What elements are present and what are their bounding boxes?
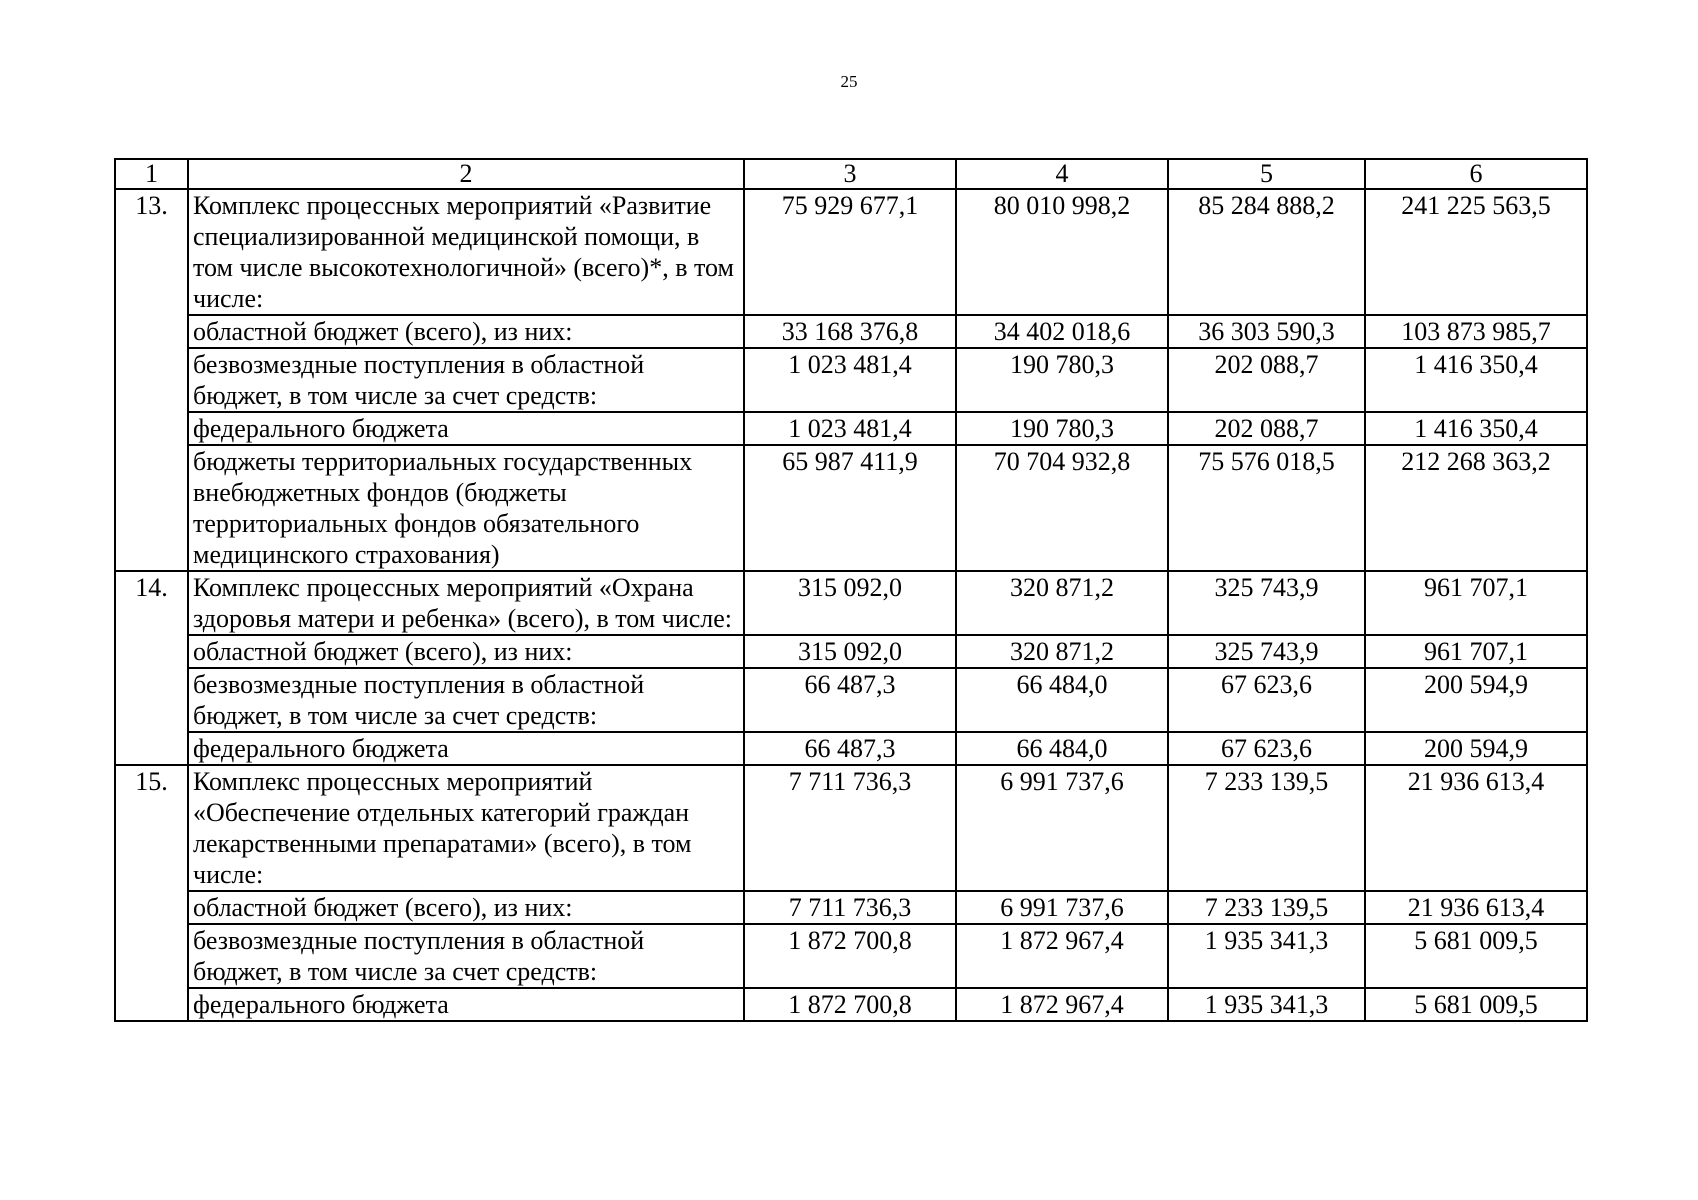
value-cell: 66 487,3 bbox=[744, 732, 956, 765]
row-label: Комплекс процессных мероприятий «Развитие специализированной медицинской помощи, в том числе высокотехнологичной» (всего)*, в том числе: bbox=[188, 189, 744, 315]
row-label: федерального бюджета bbox=[188, 412, 744, 445]
row-label: Комплекс процессных мероприятий «Обеспечение отдельных категорий граждан лекарственными препаратами» (всего), в том числе: bbox=[188, 765, 744, 891]
value-cell: 961 707,1 bbox=[1365, 571, 1587, 635]
value-cell: 1 023 481,4 bbox=[744, 348, 956, 412]
table-row bbox=[115, 891, 1587, 924]
value-cell: 36 303 590,3 bbox=[1168, 315, 1365, 348]
value-cell: 200 594,9 bbox=[1365, 668, 1587, 732]
table-row bbox=[115, 445, 1587, 571]
row-label: федерального бюджета bbox=[188, 988, 744, 1021]
table-row bbox=[115, 348, 1587, 412]
row-label: безвозмездные поступления в областной бюджет, в том числе за счет средств: bbox=[188, 924, 744, 988]
value-cell: 85 284 888,2 bbox=[1168, 189, 1365, 315]
value-cell: 5 681 009,5 bbox=[1365, 924, 1587, 988]
header-row bbox=[115, 159, 1587, 189]
row-label: областной бюджет (всего), из них: bbox=[188, 891, 744, 924]
table-row bbox=[115, 315, 1587, 348]
value-cell: 212 268 363,2 bbox=[1365, 445, 1587, 571]
row-number: 14. bbox=[115, 571, 188, 765]
value-cell: 103 873 985,7 bbox=[1365, 315, 1587, 348]
budget-table bbox=[114, 158, 1588, 1022]
table-row bbox=[115, 189, 1587, 315]
value-cell: 1 935 341,3 bbox=[1168, 924, 1365, 988]
value-cell: 320 871,2 bbox=[956, 635, 1168, 668]
row-label: федерального бюджета bbox=[188, 732, 744, 765]
value-cell: 961 707,1 bbox=[1365, 635, 1587, 668]
value-cell: 241 225 563,5 bbox=[1365, 189, 1587, 315]
value-cell: 1 416 350,4 bbox=[1365, 412, 1587, 445]
value-cell: 7 711 736,3 bbox=[744, 891, 956, 924]
value-cell: 21 936 613,4 bbox=[1365, 891, 1587, 924]
row-label: бюджеты территориальных государственных внебюджетных фондов (бюджеты территориальных фондов обязательного медицинского страхования) bbox=[188, 445, 744, 571]
value-cell: 1 416 350,4 bbox=[1365, 348, 1587, 412]
row-label: областной бюджет (всего), из них: bbox=[188, 315, 744, 348]
value-cell: 65 987 411,9 bbox=[744, 445, 956, 571]
column-header: 3 bbox=[744, 159, 956, 189]
table-row bbox=[115, 924, 1587, 988]
value-cell: 67 623,6 bbox=[1168, 732, 1365, 765]
value-cell: 320 871,2 bbox=[956, 571, 1168, 635]
value-cell: 70 704 932,8 bbox=[956, 445, 1168, 571]
page-number: 25 bbox=[840, 72, 858, 91]
value-cell: 1 023 481,4 bbox=[744, 412, 956, 445]
column-header: 1 bbox=[115, 159, 188, 189]
column-header: 4 bbox=[956, 159, 1168, 189]
row-label: областной бюджет (всего), из них: bbox=[188, 635, 744, 668]
value-cell: 6 991 737,6 bbox=[956, 765, 1168, 891]
value-cell: 1 872 967,4 bbox=[956, 988, 1168, 1021]
value-cell: 190 780,3 bbox=[956, 412, 1168, 445]
row-number: 15. bbox=[115, 765, 188, 1021]
value-cell: 7 711 736,3 bbox=[744, 765, 956, 891]
table-row bbox=[115, 635, 1587, 668]
row-number: 13. bbox=[115, 189, 188, 571]
value-cell: 6 991 737,6 bbox=[956, 891, 1168, 924]
table-row bbox=[115, 412, 1587, 445]
value-cell: 7 233 139,5 bbox=[1168, 891, 1365, 924]
row-label: безвозмездные поступления в областной бюджет, в том числе за счет средств: bbox=[188, 668, 744, 732]
value-cell: 1 872 967,4 bbox=[956, 924, 1168, 988]
value-cell: 1 872 700,8 bbox=[744, 988, 956, 1021]
column-header: 5 bbox=[1168, 159, 1365, 189]
value-cell: 315 092,0 bbox=[744, 571, 956, 635]
value-cell: 1 872 700,8 bbox=[744, 924, 956, 988]
value-cell: 66 484,0 bbox=[956, 668, 1168, 732]
value-cell: 67 623,6 bbox=[1168, 668, 1365, 732]
row-label: Комплекс процессных мероприятий «Охрана здоровья матери и ребенка» (всего), в том числе: bbox=[188, 571, 744, 635]
table-row bbox=[115, 732, 1587, 765]
row-label: безвозмездные поступления в областной бюджет, в том числе за счет средств: bbox=[188, 348, 744, 412]
value-cell: 80 010 998,2 bbox=[956, 189, 1168, 315]
value-cell: 190 780,3 bbox=[956, 348, 1168, 412]
value-cell: 325 743,9 bbox=[1168, 571, 1365, 635]
value-cell: 315 092,0 bbox=[744, 635, 956, 668]
value-cell: 75 576 018,5 bbox=[1168, 445, 1365, 571]
value-cell: 66 487,3 bbox=[744, 668, 956, 732]
table-row bbox=[115, 668, 1587, 732]
value-cell: 5 681 009,5 bbox=[1365, 988, 1587, 1021]
value-cell: 75 929 677,1 bbox=[744, 189, 956, 315]
value-cell: 202 088,7 bbox=[1168, 412, 1365, 445]
value-cell: 202 088,7 bbox=[1168, 348, 1365, 412]
value-cell: 21 936 613,4 bbox=[1365, 765, 1587, 891]
value-cell: 33 168 376,8 bbox=[744, 315, 956, 348]
value-cell: 1 935 341,3 bbox=[1168, 988, 1365, 1021]
value-cell: 7 233 139,5 bbox=[1168, 765, 1365, 891]
column-header: 2 bbox=[188, 159, 744, 189]
table-row bbox=[115, 571, 1587, 635]
value-cell: 325 743,9 bbox=[1168, 635, 1365, 668]
value-cell: 66 484,0 bbox=[956, 732, 1168, 765]
column-header: 6 bbox=[1365, 159, 1587, 189]
table-row bbox=[115, 988, 1587, 1021]
table-row bbox=[115, 765, 1587, 891]
value-cell: 34 402 018,6 bbox=[956, 315, 1168, 348]
value-cell: 200 594,9 bbox=[1365, 732, 1587, 765]
